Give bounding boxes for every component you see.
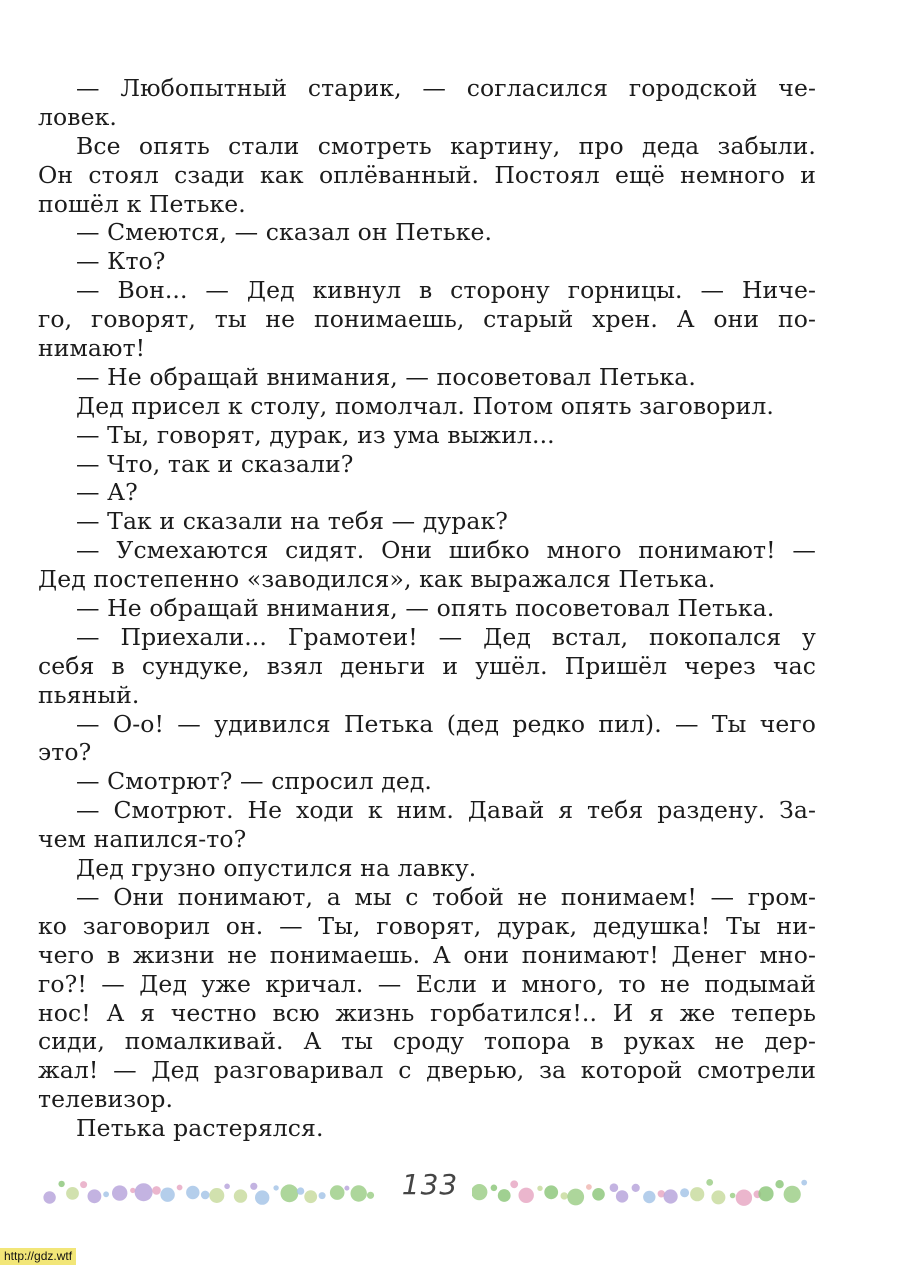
ornament-dot [519, 1188, 534, 1203]
ornament-dot [209, 1188, 224, 1203]
paragraph [38, 854, 816, 883]
ornament-dot [730, 1193, 736, 1199]
text-line: ко заговорил он. — Ты, говорят, дурак, дедушка! Ты ни- [38, 911, 816, 940]
text-line: сиди, помалкивай. А ты сроду топора в руках не дер- [38, 1027, 816, 1056]
text-line: чего в жизни не понимаешь. А они понимают! Денег мно- [38, 940, 816, 969]
text-line: — Так и сказали на тебя — дурак? [76, 507, 508, 536]
ornament-dot [758, 1186, 773, 1201]
ornament-dot [330, 1185, 345, 1200]
ornament-dot [304, 1190, 317, 1203]
ornament-dot [58, 1181, 64, 1187]
ornament-dot [498, 1189, 511, 1202]
ornament-dot [775, 1180, 783, 1188]
text-line: нос! А я честно всю жизнь горбатился!.. И я же теперь [38, 998, 816, 1027]
ornament-dot [567, 1189, 584, 1206]
paragraph [38, 623, 816, 710]
ornament-dot [592, 1188, 605, 1201]
page-number: 133 [401, 1168, 459, 1201]
ornament-dot [177, 1185, 183, 1191]
text-line: ловек. [38, 102, 117, 131]
text-line: — Смотрют? — спросил дед. [76, 767, 432, 796]
text-line: — О-о! — удивился Петька (дед редко пил). — Ты чего [76, 709, 816, 738]
text-line: — Смеются, — сказал он Петьке. [76, 218, 493, 247]
text-line: чем напился-то? [38, 825, 247, 854]
ornament-dot [186, 1186, 199, 1199]
text-line: Он стоял сзади как оплёванный. Постоял ещё немного и [38, 160, 816, 189]
ornament-dot [561, 1192, 568, 1199]
ornament-dot [491, 1185, 498, 1192]
paragraph [38, 594, 816, 623]
text-line: жал! — Дед разговаривал с дверью, за которой смотрели [38, 1056, 816, 1085]
ornament-dot [510, 1180, 518, 1188]
ornament-dot [224, 1184, 230, 1190]
text-line: Все опять стали смотреть картину, про деда забыли. [76, 131, 816, 160]
ornament-dot [88, 1189, 102, 1203]
text-line: — Любопытный старик, — согласился городской че- [76, 74, 816, 102]
watermark-link[interactable]: http://gdz.wtf [0, 1248, 76, 1265]
paragraph [38, 710, 816, 768]
ornament-dot [351, 1185, 367, 1201]
decorative-dots-left [40, 1172, 380, 1206]
ornament-dot [344, 1186, 349, 1191]
paragraph [38, 536, 816, 594]
paragraph [38, 421, 816, 450]
text-line: телевизор. [38, 1085, 174, 1114]
paragraph [38, 392, 816, 421]
decorative-dots-right [472, 1172, 812, 1206]
text-line: нимают! [38, 334, 146, 363]
ornament-dot [537, 1186, 542, 1191]
text-line: — Кто? [76, 247, 166, 276]
ornament-dot [664, 1189, 678, 1203]
ornament-dot [472, 1184, 487, 1200]
ornament-dot [586, 1184, 592, 1190]
text-line: пошёл к Петьке. [38, 189, 246, 218]
ornament-dot [643, 1191, 655, 1203]
text-line: — Не обращай внимания, — опять посоветовал Петька. [76, 594, 775, 623]
paragraph [38, 363, 816, 392]
ornament-dot [160, 1188, 174, 1202]
paragraph [38, 1114, 816, 1143]
ornament-dot [736, 1190, 752, 1206]
ornament-dot [706, 1179, 713, 1186]
text-line: — Вон... — Дед кивнул в сторону горницы. — Ниче- [76, 276, 816, 305]
ornament-dot [135, 1183, 153, 1201]
text-line: — Они понимают, а мы с тобой не понимаем! — гром- [76, 882, 816, 911]
ornament-dot [103, 1191, 109, 1197]
ornament-dot [319, 1192, 326, 1199]
paragraph [38, 450, 816, 479]
text-line: — Смотрют. Не ходи к ним. Давай я тебя раздену. За- [76, 796, 816, 825]
ornament-dot [66, 1187, 79, 1200]
text-line: — Приехали... Грамотеи! — Дед встал, покопался у [76, 622, 816, 651]
paragraph [38, 883, 816, 1114]
ornament-dot [680, 1188, 689, 1197]
paragraph [38, 74, 816, 132]
text-line: — Не обращай внимания, — посоветовал Петька. [76, 362, 696, 391]
ornament-dot [801, 1180, 807, 1186]
page-footer [40, 1166, 830, 1210]
text-line: го?! — Дед уже кричал. — Если и много, то не подымай [38, 969, 816, 998]
text-line: пьяный. [38, 680, 140, 709]
paragraph [38, 796, 816, 854]
ornament-dot [616, 1190, 628, 1202]
paragraph [38, 247, 816, 276]
ornament-dot [281, 1184, 299, 1202]
paragraph [38, 218, 816, 247]
ornament-dot [234, 1189, 247, 1202]
ornament-dot [250, 1183, 257, 1190]
text-line: себя в сундуке, взял деньги и ушёл. Пришёл через час [38, 651, 816, 680]
ornament-dot [43, 1191, 55, 1203]
text-line: — А? [76, 478, 138, 507]
text-line: это? [38, 738, 92, 767]
text-line: — Что, так и сказали? [76, 449, 354, 478]
paragraph [38, 478, 816, 507]
ornament-dot [690, 1187, 704, 1201]
text-line: Дед грузно опустился на лавку. [76, 854, 477, 883]
ornament-dot [201, 1191, 210, 1200]
ornament-dot [610, 1183, 619, 1192]
ornament-dot [784, 1186, 801, 1203]
ornament-dot [80, 1181, 87, 1188]
paragraph [38, 132, 816, 219]
paragraph [38, 767, 816, 796]
ornament-dot [632, 1184, 640, 1192]
ornament-dot [367, 1192, 374, 1199]
ornament-dot [152, 1186, 161, 1195]
ornament-dot [297, 1187, 304, 1194]
ornament-dot [255, 1190, 269, 1204]
story-text [38, 74, 816, 1143]
text-line: Дед постепенно «заводился», как выражался Петька. [38, 565, 716, 594]
text-line: Петька растерялся. [76, 1114, 324, 1143]
text-line: — Ты, говорят, дурак, из ума выжил... [76, 420, 555, 449]
text-line: Дед присел к столу, помолчал. Потом опять заговорил. [76, 391, 774, 420]
text-line: го, говорят, ты не понимаешь, старый хрен. А они по- [38, 305, 816, 334]
ornament-dot [711, 1190, 725, 1204]
paragraph [38, 276, 816, 363]
paragraph [38, 507, 816, 536]
ornament-dot [273, 1185, 278, 1190]
ornament-dot [112, 1185, 127, 1200]
ornament-dot [544, 1185, 558, 1199]
text-line: — Усмехаются сидят. Они шибко много понимают! — [76, 536, 816, 565]
